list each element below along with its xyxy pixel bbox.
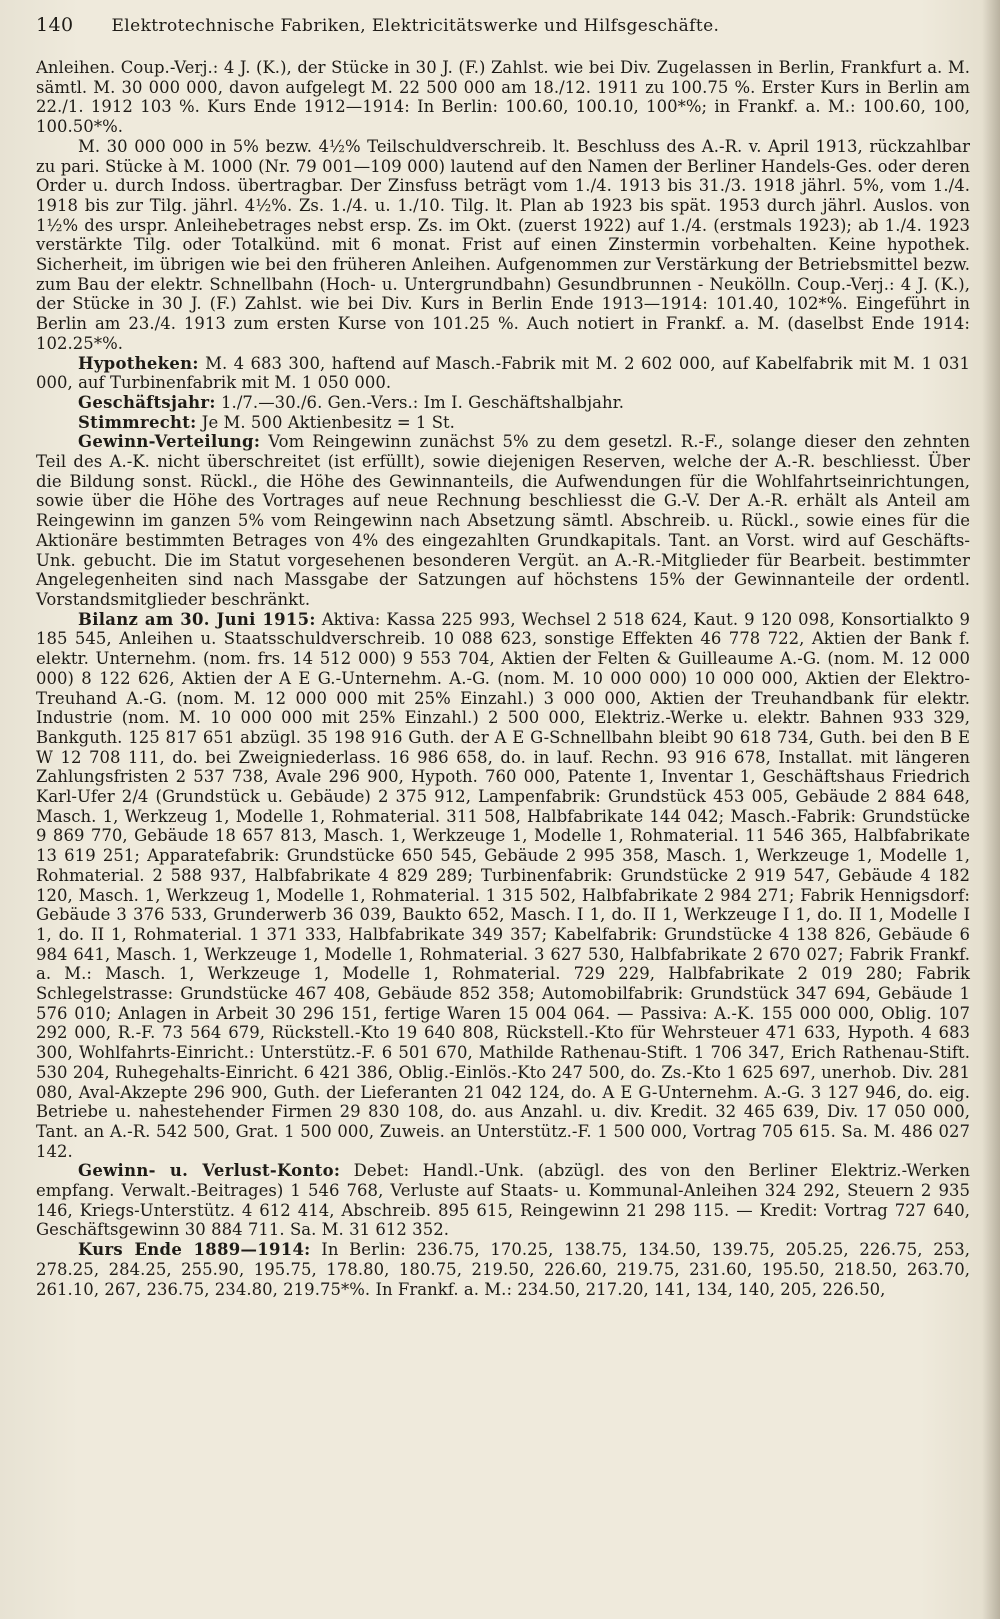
paragraph-text: M. 4 683 300, haftend auf Masch.-Fabrik mit M. 2 602 000, auf Kabelfabrik mit M. 1 031 000, auf Turbinenfabrik mit M. 1 050 000. — [36, 353, 970, 393]
paragraph-lead: Geschäftsjahr: — [78, 392, 216, 412]
page-header — [36, 14, 970, 36]
paragraph-stimmrecht — [36, 413, 970, 433]
body-text — [36, 58, 970, 1299]
paragraph-text: Vom Reingewinn zunächst 5% zu dem gesetzl. R.-F., solange dieser den zehnten Teil des A.-K. nicht überschreitet (ist erfüllt), sowie diejenigen Reserven, welche der A.-R. beschliesst. Über die Bildung sonst. Rückl., die Höhe des Gewinnanteils, die Aufwendungen für die Wohlfahrtseinrichtungen, sowie über die Höhe des Vortrages auf neue Rechnung beschliesst die G.-V. Der A.-R. erhält als Anteil am Reingewinn im ganzen 5% vom Reingewinn nach Absetzung sämtl. Abschreib. u. Rückl., sowie eines für die Aktionäre bestimmten Betrages von 4% des eingezahlten Grundkapitals. Tant. an Vorst. wird auf Geschäfts-Unk. gebucht. Die im Statut vorgesehenen besonderen Vergüt. an A.-R.-Mitglieder für Bearbeit. bestimmter Angelegenheiten sind nach Massgabe der Satzungen auf höchstens 15% der Gewinnanteile der ordentl. Vorstandsmitglieder beschränkt. — [36, 432, 970, 609]
paragraph-text: Aktiva: Kassa 225 993, Wechsel 2 518 624, Kaut. 9 120 098, Konsortialkto 9 185 545, Anleihen u. Staatsschuldverschreib. 10 088 623, sonstige Effekten 46 778 722, Aktien der Bank f. elektr. Unternehm. (nom. frs. 14 512 000) 9 553 704, Aktien der Felten & Guilleaume A.-G. (nom. M. 12 000 000) 8 122 626, Aktien der A E G.-Unternehm. A.-G. (nom. M. 10 000 000) 10 000 000, Aktien der Elektro-Treuhand A.-G. (nom. M. 12 000 000 mit 25% Einzahl.) 3 000 000, Aktien der Treuhandbank für elektr. Industrie (nom. M. 10 000 000 mit 25% Einzahl.) 2 500 000, Elektriz.-Werke u. elektr. Bahnen 933 329, Bankguth. 125 817 651 abzügl. 35 198 916 Guth. der A E G-Schnellbahn bleibt 90 618 734, Guth. bei den B E W 12 708 111, do. bei Zweigniederlass. 16 986 658, do. in lauf. Rechn. 93 916 678, Installat. mit längeren Zahlungsfristen 2 537 738, Avale 296 900, Hypoth. 760 000, Patente 1, Inventar 1, Geschäftshaus Friedrich Karl-Ufer 2/4 (Grundstück u. Gebäude) 2 375 912, Lampenfabrik: Grundstück 453 005, Gebäude 2 884 648, Masch. 1, Werkzeug 1, Modelle 1, Rohmaterial. 311 508, Halbfabrikate 144 042; Masch.-Fabrik: Grundstücke 9 869 770, Gebäude 18 657 813, Masch. 1, Werkzeuge 1, Modelle 1, Rohmaterial. 11 546 365, Halbfabrikate 13 619 251; Apparatefabrik: Grundstücke 650 545, Gebäude 2 995 358, Masch. 1, Werkzeuge 1, Modelle 1, Rohmaterial. 2 588 937, Halbfabrikate 4 829 289; Turbinenfabrik: Grundstücke 2 919 547, Gebäude 4 182 120, Masch. 1, Werkzeug 1, Modelle 1, Rohmaterial. 1 315 502, Halbfabrikate 2 984 271; Fabrik Hennigsdorf: Gebäude 3 376 533, Grunderwerb 36 039, Baukto 652, Masch. I 1, do. II 1, Werkzeuge I 1, do. II 1, Modelle I 1, do. II 1, Rohmaterial. 1 371 333, Halbfabrikate 349 357; Kabelfabrik: Grundstücke 4 138 826, Gebäude 6 984 641, Masch. 1, Werkzeuge 1, Modelle 1, Rohmaterial. 3 627 530, Halbfabrikate 2 670 027; Fabrik Frankf. a. M.: Masch. 1, Werkzeuge 1, Modelle 1, Rohmaterial. 729 229, Halbfabrikate 2 019 280; Fabrik Schlegelstrasse: Grundstücke 467 408, Gebäude 852 358; Automobilfabrik: Grundstück 347 694, Gebäude 1 576 010; Anlagen in Arbeit 30 296 151, fertige Waren 15 004 064. — Passiva: A.-K. 155 000 000, Oblig. 107 292 000, R.-F. 73 564 679, Rückstell.-Kto 19 640 808, Rückstell.-Kto für Wehrsteuer 471 633, Hypoth. 4 683 300, Wohlfahrts-Einricht.: Unterstütz.-F. 6 501 670, Mathilde Rathenau-Stift. 1 706 347, Erich Rathenau-Stift. 530 204, Ruhegehalts-Einricht. 6 421 386, Oblig.-Einlös.-Kto 247 500, do. Zs.-Kto 1 625 697, unerhob. Div. 281 080, Aval-Akzepte 296 900, Guth. der Lieferanten 21 042 124, do. A E G-Unternehm. A.-G. 3 127 946, do. eig. Betriebe u. nahestehender Firmen 29 830 108, do. aus Anzahl. u. div. Kredit. 32 465 639, Div. 17 050 000, Tant. an A.-R. 542 500, Grat. 1 500 000, Zuweis. an Unterstütz.-F. 1 500 000, Vortrag 705 615. Sa. M. 486 027 142. — [36, 609, 970, 1161]
paragraph-bilanz — [36, 610, 970, 1162]
paragraph-lead: Stimmrecht: — [78, 412, 197, 432]
page-number: 140 — [36, 14, 74, 36]
paragraph-text: Anleihen. Coup.-Verj.: 4 J. (K.), der Stücke in 30 J. (F.) Zahlst. wie bei Div. Zugelassen in Berlin, Frankfurt a. M. sämtl. M. 30 000 000, davon aufgelegt M. 22 500 000 am 18./12. 1911 zu 100.75 %. Erster Kurs in Berlin am 22./1. 1912 103 %. Kurs Ende 1912—1914: In Berlin: 100.60, 100.10, 100*%; in Frankf. a. M.: 100.60, 100, 100.50*%. — [36, 58, 970, 137]
paragraph-hypotheken — [36, 354, 970, 393]
paragraph-lead: Gewinn- u. Verlust-Konto: — [78, 1161, 341, 1181]
paragraph-lead: Hypotheken: — [78, 353, 199, 373]
paragraph-geschaeftsjahr — [36, 393, 970, 413]
paragraph-anleihen-1913 — [36, 137, 970, 354]
paragraph-anleihen-1911 — [36, 58, 970, 137]
running-title: Elektrotechnische Fabriken, Elektricitätswerke und Hilfsgeschäfte. — [111, 16, 720, 36]
paragraph-lead: Gewinn-Verteilung: — [78, 432, 261, 452]
paragraph-text: Je M. 500 Aktienbesitz = 1 St. — [196, 412, 455, 432]
paragraph-text: 1./7.—30./6. Gen.-Vers.: Im I. Geschäftshalbjahr. — [215, 392, 624, 412]
paragraph-gewinn-verteilung — [36, 432, 970, 609]
paragraph-text: Debet: Handl.-Unk. (abzügl. des von den Berliner Elektriz.-Werken empfang. Verwalt.-Beitrages) 1 546 768, Verluste auf Staats- u. Kommunal-Anleihen 324 292, Steuern 2 935 146, Kriegs-Unterstütz. 4 612 414, Abschreib. 895 615, Reingewinn 21 298 115. — Kredit: Vortrag 727 640, Geschäftsgewinn 30 884 711. Sa. M. 31 612 352. — [36, 1161, 970, 1240]
paragraph-gewinn-verlust — [36, 1161, 970, 1240]
paragraph-text: M. 30 000 000 in 5% bezw. 4½% Teilschuldverschreib. lt. Beschluss des A.-R. v. April 1913, rückzahlbar zu pari. Stücke à M. 1000 (Nr. 79 001—109 000) lautend auf den Namen der Berliner Handels-Ges. oder deren Order u. durch Indoss. übertragbar. Der Zinsfuss beträgt vom 1./4. 1913 bis 31./3. 1918 jährl. 5%, vom 1./4. 1918 bis zur Tilg. jährl. 4½%. Zs. 1./4. u. 1./10. Tilg. lt. Plan ab 1923 bis spät. 1953 durch jährl. Auslos. von 1½% des urspr. Anleihebetrages nebst ersp. Zs. im Okt. (zuerst 1922) auf 1./4. (erstmals 1923); ab 1./4. 1923 verstärkte Tilg. oder Totalkünd. mit 6 monat. Frist auf einen Zinstermin vorbehalten. Keine hypothek. Sicherheit, im übrigen wie bei den früheren Anleihen. Aufgenommen zur Verstärkung der Betriebsmittel bezw. zum Bau der elektr. Schnellbahn (Hoch- u. Untergrundbahn) Gesundbrunnen - Neukölln. Coup.-Verj.: 4 J. (K.), der Stücke in 30 J. (F.) Zahlst. wie bei Div. Kurs in Berlin Ende 1913—1914: 101.40, 102*%. Eingeführt in Berlin am 23./4. 1913 zum ersten Kurse von 101.25 %. Auch notiert in Frankf. a. M. (daselbst Ende 1914: 102.25*%. — [36, 136, 970, 353]
paragraph-text: In Berlin: 236.75, 170.25, 138.75, 134.50, 139.75, 205.25, 226.75, 253, 278.25, 284.25, 255.90, 195.75, 178.80, 180.75, 219.50, 226.60, 219.75, 231.60, 195.50, 218.50, 263.70, 261.10, 267, 236.75, 234.80, 219.75*%. In Frankf. a. M.: 234.50, 217.20, 141, 134, 140, 205, 226.50, — [36, 1240, 971, 1299]
page-edge-shadow — [982, 0, 1000, 1619]
paragraph-lead: Bilanz am 30. Juni 1915: — [78, 609, 316, 629]
paragraph-kurs — [36, 1240, 970, 1299]
paragraph-lead: Kurs Ende 1889—1914: — [78, 1240, 311, 1260]
